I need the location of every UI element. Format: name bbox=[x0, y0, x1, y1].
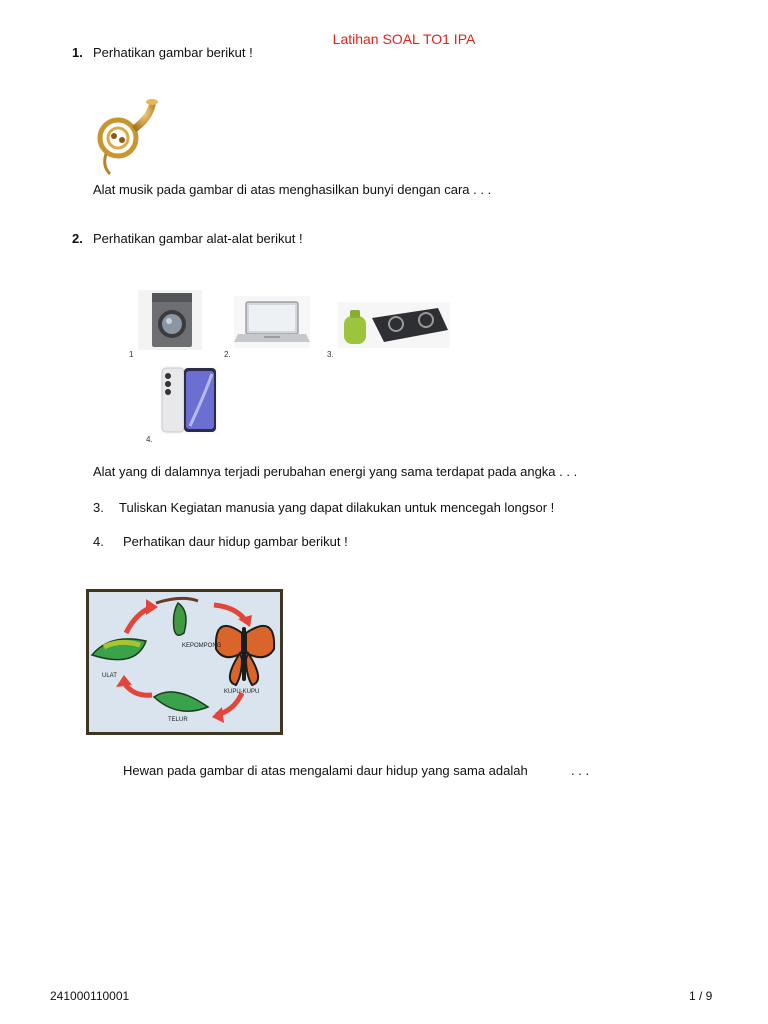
appliances-figure bbox=[128, 290, 462, 445]
appliance-label-1: 1 bbox=[129, 350, 134, 359]
question-3-text: Tuliskan Kegiatan manusia yang dapat dilakukan untuk mencegah longsor ! bbox=[119, 500, 555, 515]
question-4-text: Hewan pada gambar di atas mengalami daur hidup yang sama adalah bbox=[123, 763, 528, 778]
label-kepompong: KEPOMPONG bbox=[182, 643, 222, 649]
washing-machine-image bbox=[138, 290, 202, 350]
question-1-prompt: Perhatikan gambar berikut ! bbox=[93, 45, 253, 60]
question-2-text: Alat yang di dalamnya terjadi perubahan energi yang sama terdapat pada angka . . . bbox=[93, 464, 578, 479]
smartphone-image bbox=[160, 366, 218, 434]
appliance-label-4: 4. bbox=[146, 435, 153, 444]
question-2-prompt: Perhatikan gambar alat-alat berikut ! bbox=[93, 231, 303, 246]
page-title: Latihan SOAL TO1 IPA bbox=[332, 31, 476, 47]
question-3-number: 3. bbox=[93, 500, 104, 515]
question-4-prompt: Perhatikan daur hidup gambar berikut ! bbox=[123, 534, 348, 549]
gas-stove-image bbox=[338, 302, 450, 348]
butterfly-life-cycle-image bbox=[86, 589, 283, 735]
question-4-number: 4. bbox=[93, 534, 104, 549]
appliance-label-2: 2. bbox=[224, 350, 231, 359]
question-4-ellipsis: . . . bbox=[571, 763, 590, 778]
label-telur: TELUR bbox=[168, 717, 188, 723]
question-1-text: Alat musik pada gambar di atas menghasilkan bunyi dengan cara . . . bbox=[93, 182, 492, 197]
laptop-image bbox=[234, 296, 310, 348]
label-kupu-kupu: KUPU-KUPU bbox=[224, 689, 260, 695]
question-1-number: 1. bbox=[72, 45, 83, 60]
page-number: 1 / 9 bbox=[689, 989, 713, 1003]
document-code: 241000110001 bbox=[50, 989, 130, 1003]
appliance-label-3: 3. bbox=[327, 350, 334, 359]
french-horn-image bbox=[92, 96, 158, 178]
label-ulat: ULAT bbox=[102, 673, 117, 679]
question-2-number: 2. bbox=[72, 231, 83, 246]
